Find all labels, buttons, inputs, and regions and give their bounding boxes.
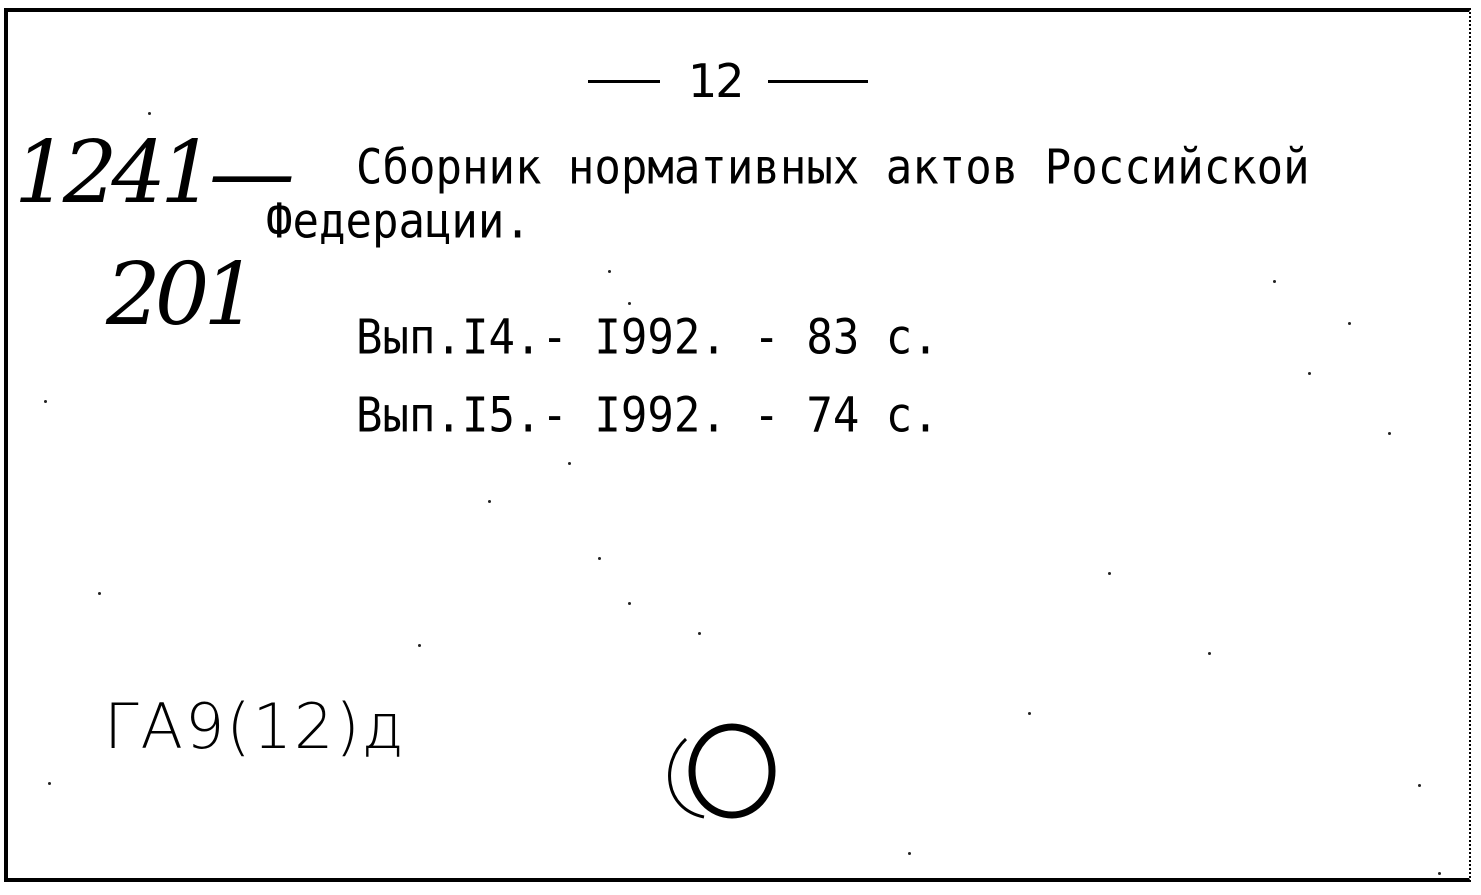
handwritten-shelf-code: ГА9(12)д bbox=[104, 690, 406, 763]
speck bbox=[608, 270, 611, 273]
speck bbox=[148, 112, 151, 115]
issue-entry-1: Вып.I4.- I992. - 83 с. bbox=[356, 309, 939, 366]
speck bbox=[1418, 784, 1421, 787]
circle-stamp-mark bbox=[658, 717, 798, 837]
speck bbox=[1438, 872, 1441, 875]
handwritten-call-number-line1: 1241— bbox=[14, 123, 289, 223]
speck bbox=[568, 462, 571, 465]
page-number-left-dash bbox=[588, 80, 660, 83]
catalog-card bbox=[4, 8, 1471, 882]
speck bbox=[598, 557, 601, 560]
speck bbox=[628, 302, 631, 305]
page-number-right-dash bbox=[768, 80, 868, 83]
title-line-1: Сборник нормативных актов Российской bbox=[356, 139, 1310, 196]
speck bbox=[418, 644, 421, 647]
speck bbox=[698, 632, 701, 635]
speck bbox=[1308, 372, 1311, 375]
speck bbox=[98, 592, 101, 595]
page-number-text: 12 bbox=[688, 54, 743, 108]
speck bbox=[1388, 432, 1391, 435]
speck bbox=[628, 602, 631, 605]
speck bbox=[1108, 572, 1111, 575]
speck bbox=[44, 400, 47, 403]
handwritten-call-number-line2: 201 bbox=[106, 245, 253, 345]
speck bbox=[1208, 652, 1211, 655]
speck bbox=[48, 782, 51, 785]
speck bbox=[1348, 322, 1351, 325]
title-line-2: Федерации. bbox=[266, 193, 531, 250]
speck bbox=[908, 852, 911, 855]
page-number bbox=[588, 52, 888, 112]
speck bbox=[488, 500, 491, 503]
speck bbox=[1028, 712, 1031, 715]
issue-entry-2: Вып.I5.- I992. - 74 с. bbox=[356, 387, 939, 444]
speck bbox=[1273, 280, 1276, 283]
